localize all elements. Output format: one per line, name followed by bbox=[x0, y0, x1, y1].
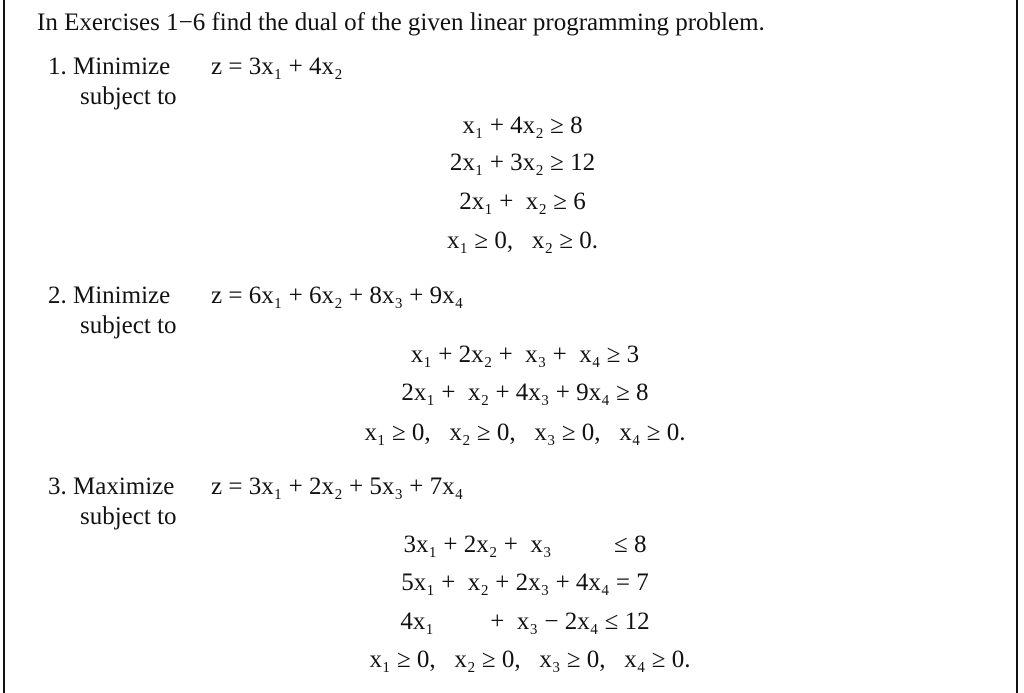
exercise-3-nonnegativity: x₁ ≥ 0, x₂ ≥ 0, x₃ ≥ 0, x₄ ≥ 0. bbox=[369, 646, 691, 673]
page-border-right bbox=[1016, 0, 1018, 693]
exercise-1-constraint-2: 2x₁ + 3x₂ ≥ 12 bbox=[449, 149, 596, 176]
exercise-1-constraint-1: x₁ + 4x₂ ≥ 8 bbox=[462, 112, 583, 139]
exercise-2-subject-to: subject to bbox=[80, 312, 177, 339]
exercise-2-label: 2. Minimize bbox=[48, 282, 171, 309]
exercise-3-constraint-3: 4x₁ + x₃ − 2x₄ ≤ 12 bbox=[400, 608, 650, 635]
exercise-2-objective: z = 6x₁ + 6x₂ + 8x₃ + 9x₄ bbox=[211, 282, 464, 309]
exercise-1-objective: z = 3x₁ + 4x₂ bbox=[211, 53, 343, 80]
exercise-2-constraint-2: 2x₁ + x₂ + 4x₃ + 9x₄ ≥ 8 bbox=[401, 379, 649, 406]
exercise-3-constraint-2: 5x₁ + x₂ + 2x₃ + 4x₄ = 7 bbox=[401, 569, 649, 596]
exercise-instructions: In Exercises 1−6 find the dual of the given linear programming problem. bbox=[37, 9, 765, 36]
exercise-1-label: 1. Minimize bbox=[48, 53, 171, 80]
page-border-left bbox=[3, 0, 5, 693]
exercise-2-constraint-1: x₁ + 2x₂ + x₃ + x₄ ≥ 3 bbox=[410, 341, 640, 368]
exercise-1-constraint-3: 2x₁ + x₂ ≥ 6 bbox=[459, 188, 586, 215]
exercise-3-constraint-1: 3x₁ + 2x₂ + x₃ ≤ 8 bbox=[403, 531, 647, 558]
exercise-1-nonnegativity: x₁ ≥ 0, x₂ ≥ 0. bbox=[446, 227, 599, 254]
exercise-1-subject-to: subject to bbox=[80, 83, 177, 110]
exercise-3-objective: z = 3x₁ + 2x₂ + 5x₃ + 7x₄ bbox=[211, 473, 464, 500]
exercise-3-subject-to: subject to bbox=[80, 503, 177, 530]
exercise-2-nonnegativity: x₁ ≥ 0, x₂ ≥ 0, x₃ ≥ 0, x₄ ≥ 0. bbox=[364, 419, 686, 446]
exercise-3-label: 3. Maximize bbox=[48, 473, 175, 500]
